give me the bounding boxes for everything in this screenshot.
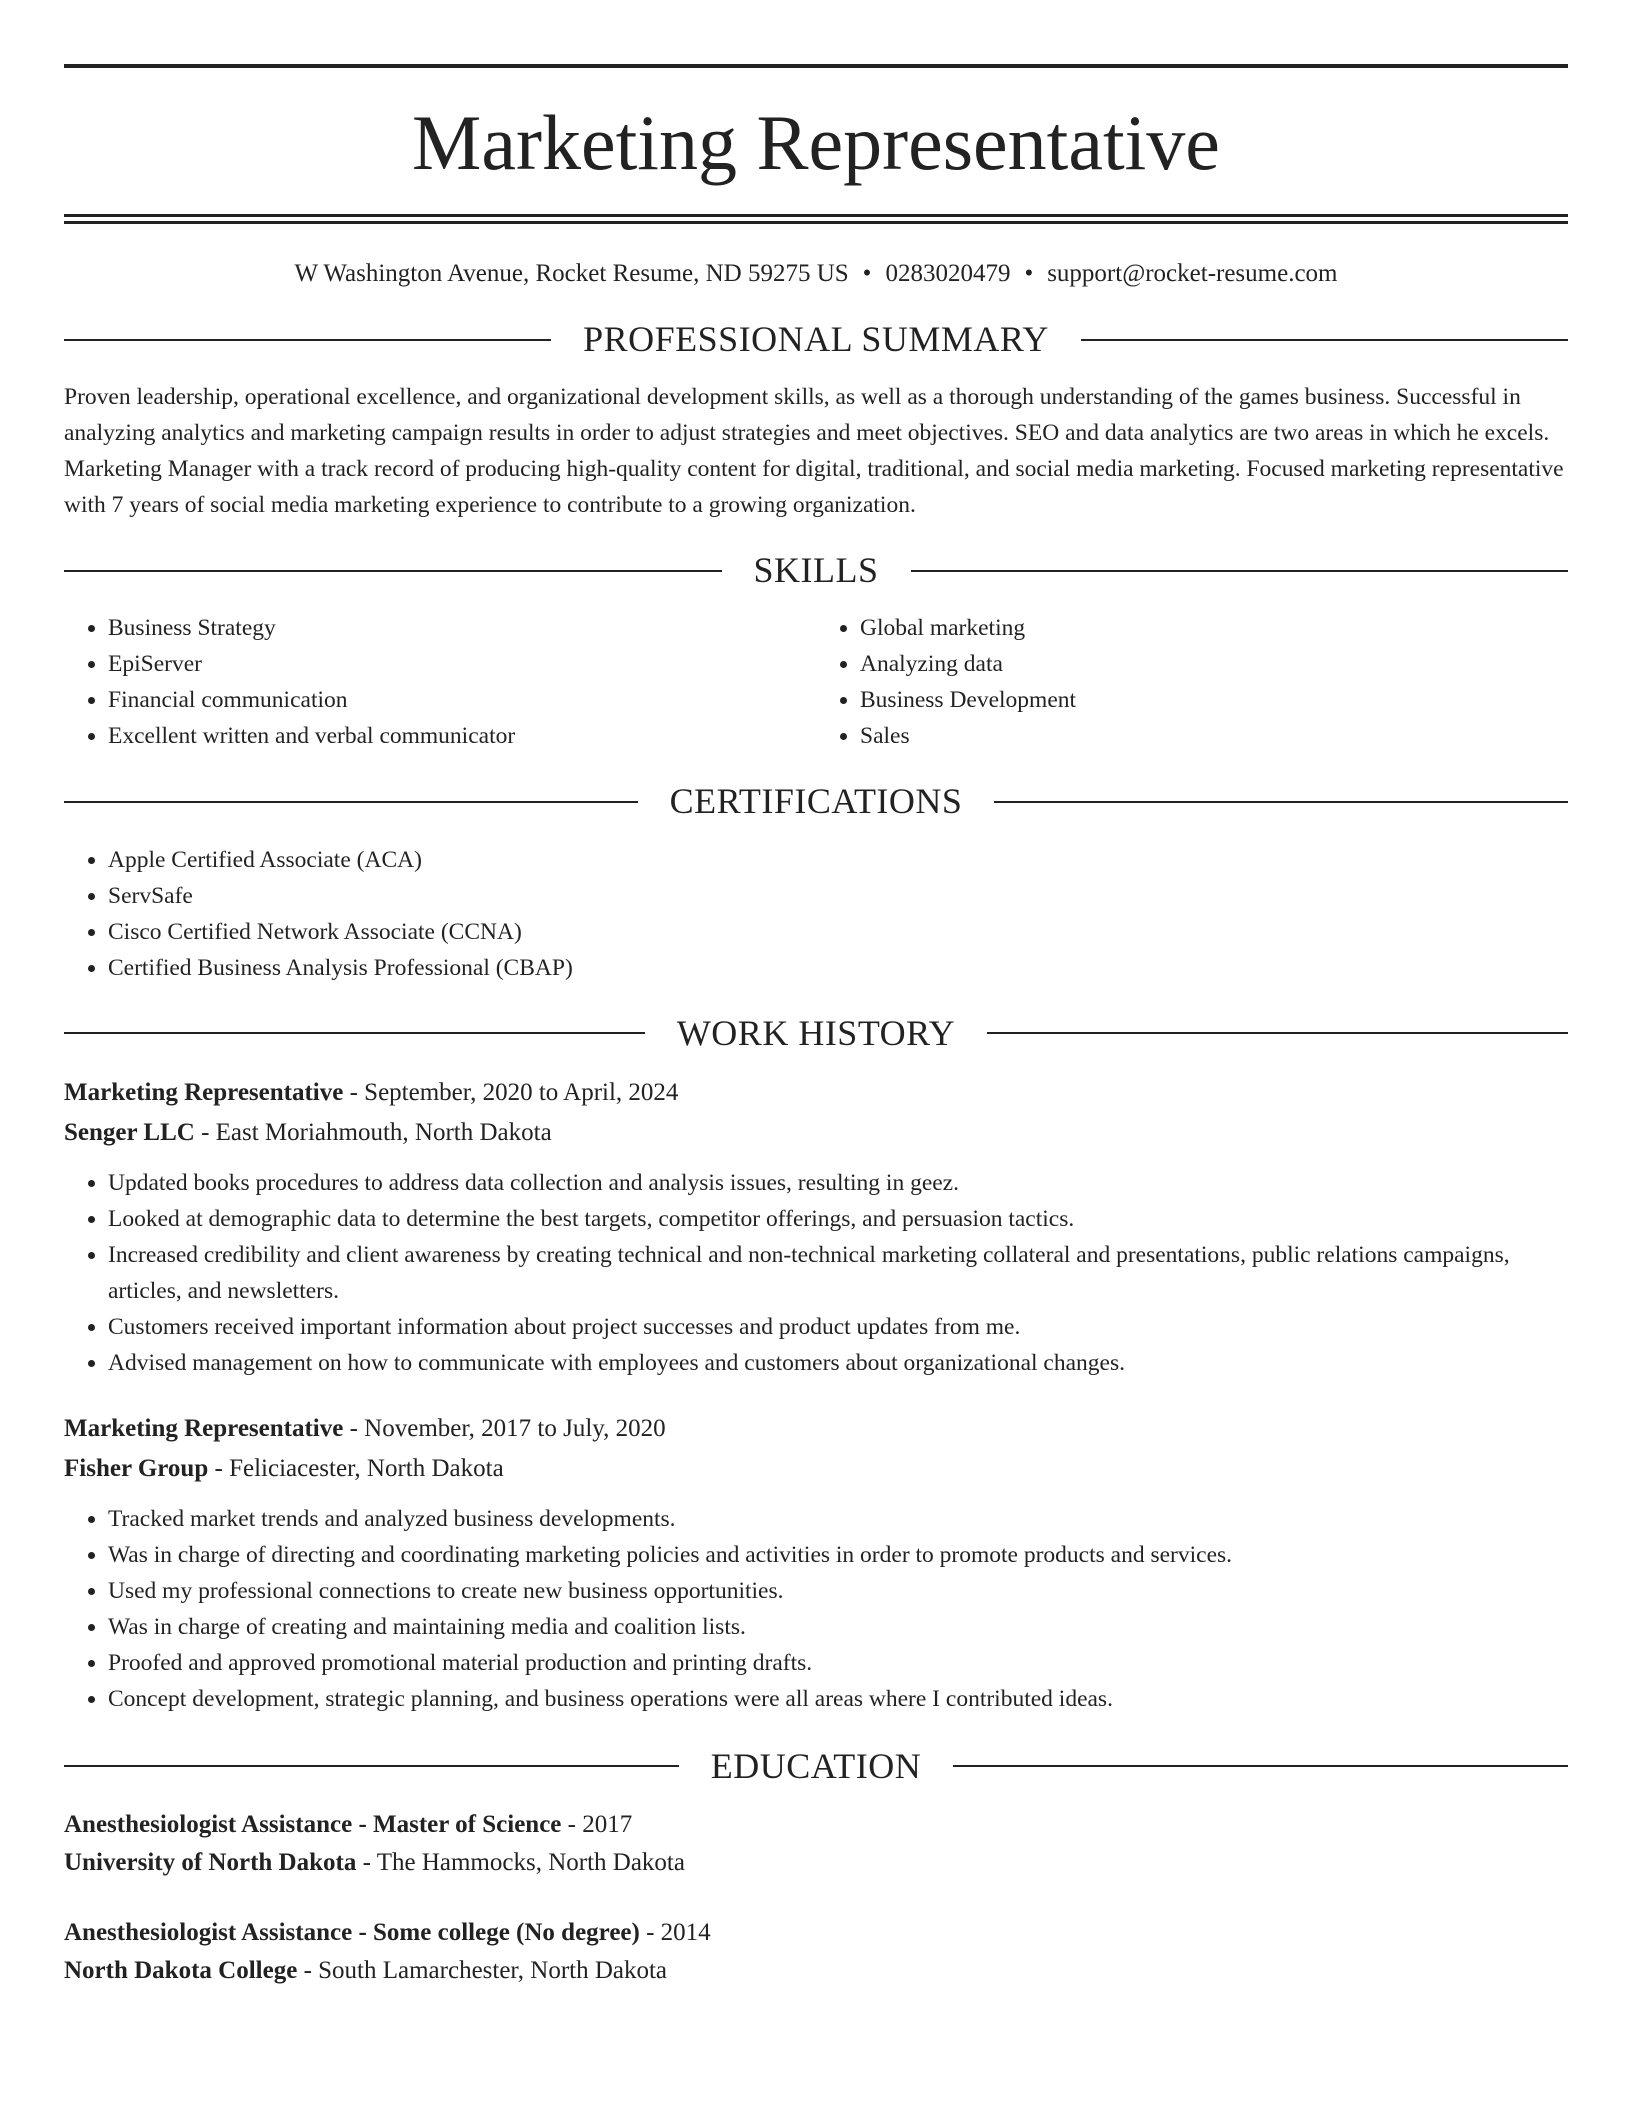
summary-section-title: PROFESSIONAL SUMMARY [583,319,1049,359]
skill-item: • EpiServer [108,646,816,682]
job-bullets [64,1165,1568,1381]
education-degree-line [64,1806,1568,1844]
job-role: Marketing Representative [64,1078,344,1106]
skills-section-title: SKILLS [753,550,879,591]
skill-item: • Financial communication [108,682,816,718]
job-dates: - November, 2017 to July, 2020 [343,1414,666,1442]
certification-item: • Cisco Certified Network Associate (CCNA) [108,914,1568,950]
certification-item: • Certified Business Analysis Professional (CBAP) [108,950,1568,986]
section-rule [64,1765,679,1767]
job-company: Senger LLC [64,1118,195,1146]
work-section-title: WORK HISTORY [676,1012,956,1053]
resume-name: Marketing Representative [412,99,1220,186]
certifications-section-header [64,780,1568,823]
job-bullet: • Was in charge of directing and coordinating marketing policies and activities in order to promote products and services. [108,1537,1568,1573]
job-bullet: • Proofed and approved promotional material production and printing drafts. [108,1645,1568,1681]
job-bullet: • Concept development, strategic planning, and business operations were all areas where I contributed ideas. [108,1681,1568,1717]
job-entry [64,1073,1568,1381]
education-school: North Dakota College [64,1956,298,1984]
education-year: - 2014 [639,1918,711,1946]
education-school-line [64,1844,1568,1882]
certifications-list [64,842,1568,986]
section-rule [1081,339,1568,341]
section-rule [64,339,551,341]
contact-address: W Washington Avenue, Rocket Resume, ND 59275 US [294,260,849,287]
job-bullets [64,1501,1568,1717]
skill-item: • Business Development [860,682,1568,718]
job-dates: - September, 2020 to April, 2024 [343,1078,679,1106]
education-degree: Anesthesiologist Assistance - Master of Science [64,1810,562,1838]
education-entry [64,1806,1568,1882]
job-bullet: • Advised management on how to communicate with employees and customers about organizational changes. [108,1345,1568,1381]
skills-list-right [816,610,1568,754]
education-school-line [64,1952,1568,1990]
job-bullet: • Looked at demographic data to determine the best targets, competitor offerings, and persuasion tactics. [108,1201,1568,1237]
contact-separator: • [862,260,872,287]
job-entry [64,1409,1568,1717]
section-rule [64,801,638,803]
job-company: Fisher Group [64,1454,209,1482]
job-title-line [64,1409,1568,1449]
skill-item: • Global marketing [860,610,1568,646]
education-location: - South Lamarchester, North Dakota [297,1956,668,1984]
contact-line [64,260,1568,288]
education-school: University of North Dakota [64,1848,357,1876]
header-top-rule [64,64,1568,68]
skills-list-left [64,610,816,754]
section-rule [987,1032,1568,1034]
education-degree-line [64,1914,1568,1952]
summary-section-header [64,318,1568,361]
skill-item: • Excellent written and verbal communicator [108,718,816,754]
job-role: Marketing Representative [64,1414,344,1442]
certifications-section-title: CERTIFICATIONS [669,781,963,822]
skill-item: • Business Strategy [108,610,816,646]
section-rule [64,570,722,572]
job-location: - Feliciacester, North Dakota [208,1454,504,1482]
job-location: - East Moriahmouth, North Dakota [194,1118,552,1146]
job-bullet: • Increased credibility and client awareness by creating technical and non-technical marketing collateral and presentations, public relations campaigns, articles, and newsletters. [108,1237,1568,1309]
contact-phone: 0283020479 [885,260,1011,287]
education-degree: Anesthesiologist Assistance - Some college (No degree) [64,1918,640,1946]
job-bullet: • Updated books procedures to address data collection and analysis issues, resulting in geez. [108,1165,1568,1201]
certification-item: • Apple Certified Associate (ACA) [108,842,1568,878]
summary-text: Proven leadership, operational excellence, and organizational development skills, as well as a thorough understanding of the games business. Successful in analyzing analytics and marketing campaign results in order to adjust strategies and meet objectives. SEO and data analytics are two areas in which he excels. Marketing Manager with a track record of producing high-quality content for digital, traditional, and social media marketing. Focused marketing representative with 7 years of social media marketing experience to contribute to a growing organization. [64,384,1564,519]
section-rule [64,1032,645,1034]
work-section-header [64,1012,1568,1055]
certification-item: • ServSafe [108,878,1568,914]
section-rule [953,1765,1568,1767]
education-section-title: EDUCATION [710,1745,922,1786]
education-entry [64,1914,1568,1990]
skill-item: • Analyzing data [860,646,1568,682]
job-company-line [64,1449,1568,1489]
job-bullet: • Tracked market trends and analyzed business developments. [108,1501,1568,1537]
job-bullet: • Customers received important information about project successes and product updates from me. [108,1309,1568,1345]
job-title-line [64,1073,1568,1113]
skills-section-header [64,549,1568,592]
job-bullet: • Used my professional connections to create new business opportunities. [108,1573,1568,1609]
job-company-line [64,1113,1568,1153]
contact-separator: • [1024,260,1034,287]
header-double-rule [64,214,1568,224]
section-rule [911,570,1569,572]
job-bullet: • Was in charge of creating and maintaining media and coalition lists. [108,1609,1568,1645]
section-rule [994,801,1568,803]
education-year: - 2017 [561,1810,633,1838]
education-location: - The Hammocks, North Dakota [356,1848,685,1876]
skill-item: • Sales [860,718,1568,754]
education-section-header [64,1745,1568,1788]
contact-email: support@rocket-resume.com [1047,260,1338,287]
skills-grid [64,610,1568,754]
